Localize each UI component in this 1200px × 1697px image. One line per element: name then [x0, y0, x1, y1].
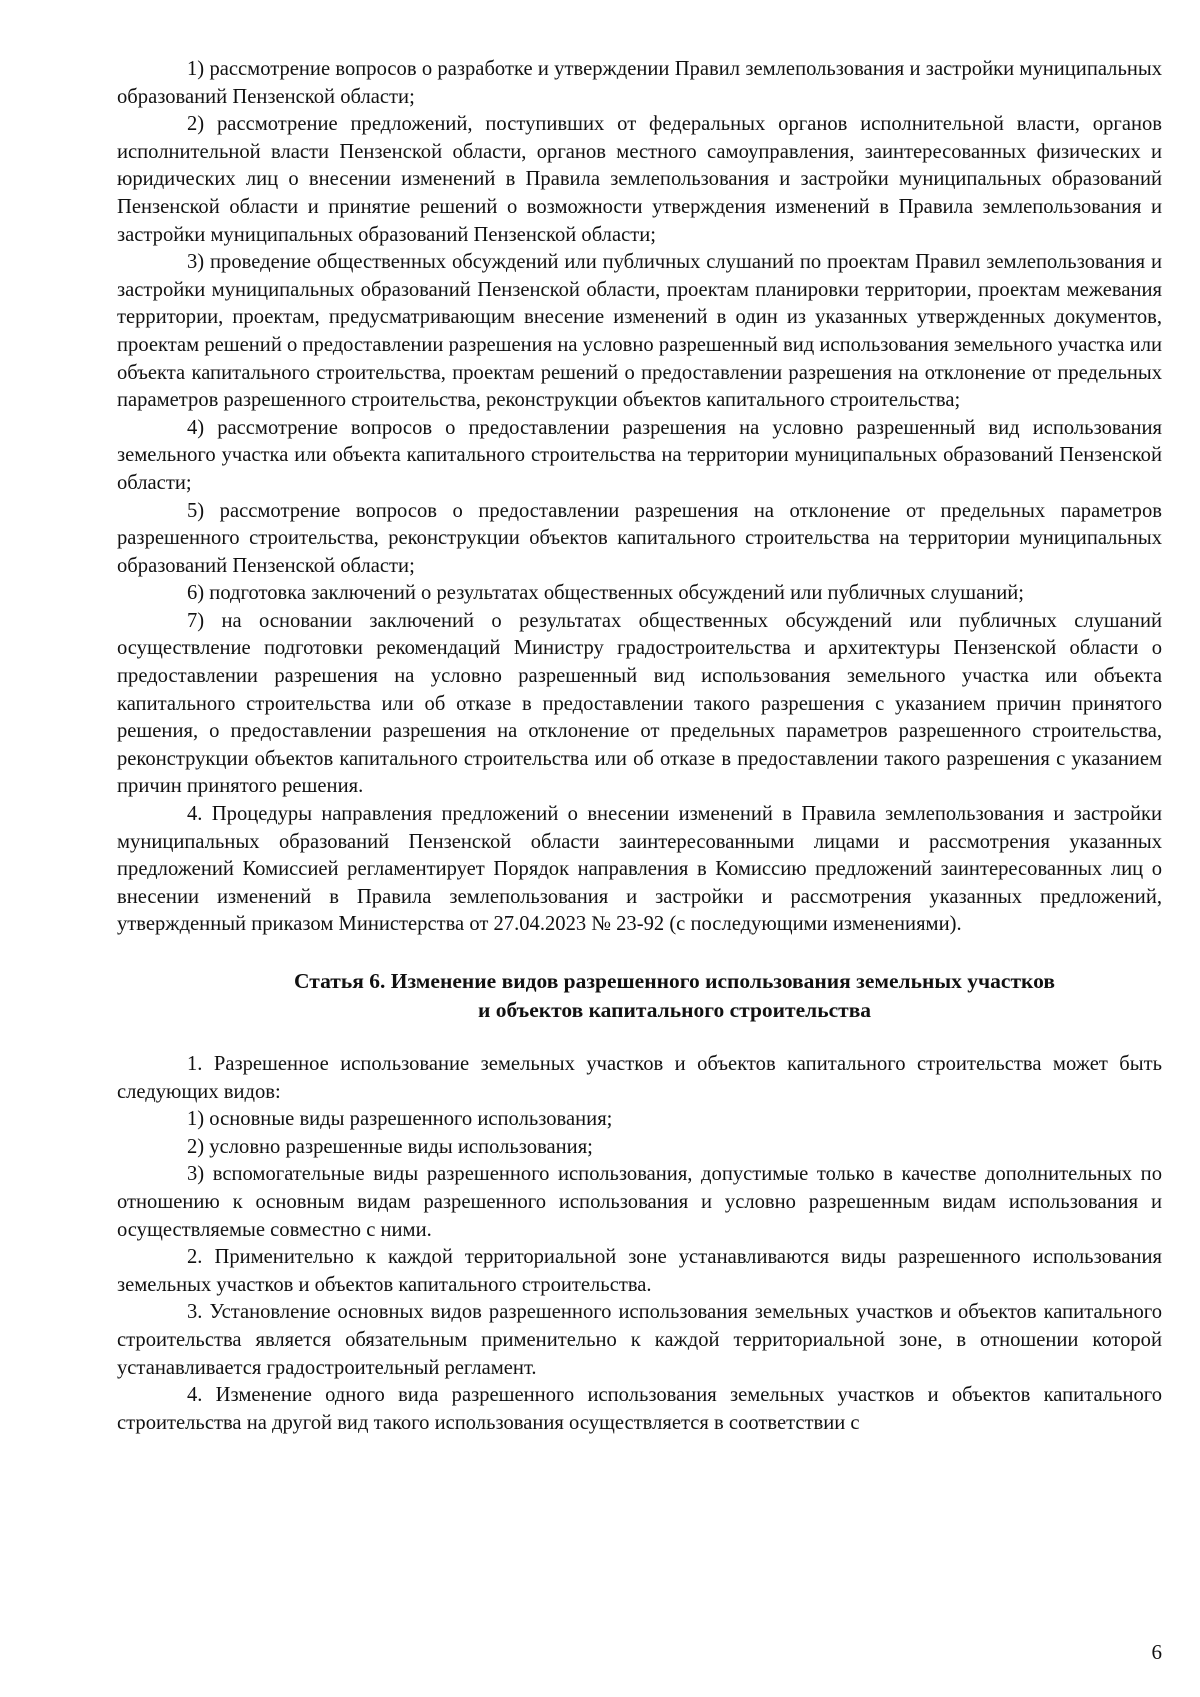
- list-item-4: 4) рассмотрение вопросов о предоставлении разрешения на условно разрешенный вид использования земельного участка или объекта капитального строительства на территории муниципальных образований Пензенской области;: [117, 416, 1162, 494]
- page-number: 6: [1151, 1640, 1162, 1664]
- clause-4-paragraph: 4. Процедуры направления предложений о внесении изменений в Правила землепользования и застройки муниципальных образований Пензенской области заинтересованными лицами и рассмотрения указанных предложений Комиссией регламентирует Порядок направления в Комиссию предложений заинтересованных лиц о внесении изменений в Правила землепользования и застройки и рассмотрения указанных предложений, утвержденный приказом Министерства от 27.04.2023 № 23-92 (с последующими изменениями).: [117, 803, 1162, 936]
- article-heading-line-2: и объектов капитального строительства: [477, 998, 872, 1022]
- list-item-5: 5) рассмотрение вопросов о предоставлении разрешения на отклонение от предельных параметров разрешенного строительства, реконструкции объектов капитального строительства на территории муниципальных образований Пензенской области;: [117, 499, 1162, 577]
- article-clause-2: 2. Применительно к каждой территориальной зоне устанавливаются виды разрешенного использования земельных участков и объектов капитального строительства.: [117, 1246, 1162, 1296]
- article-heading: [117, 967, 1162, 1025]
- article-clause-3: 3. Установление основных видов разрешенного использования земельных участков и объектов капитального строительства является обязательным применительно к каждой территориальной зоне, в отношении которой устанавливается градостроительный регламент.: [117, 1301, 1162, 1379]
- article-subitem-2: 2) условно разрешенные виды использования;: [187, 1135, 593, 1158]
- article-subitem-3: 3) вспомогательные виды разрешенного использования, допустимые только в качестве дополнительных по отношению к основным видам разрешенного использования и условно разрешенным видам использования и осуществляемые совместно с ними.: [117, 1163, 1162, 1241]
- article-clause-4: 4. Изменение одного вида разрешенного использования земельных участков и объектов капитального строительства на другой вид такого использования осуществляется в соответствии с: [117, 1384, 1162, 1434]
- list-item-6: 6) подготовка заключений о результатах общественных обсуждений или публичных слушаний;: [187, 582, 1025, 605]
- list-item-2: 2) рассмотрение предложений, поступивших от федеральных органов исполнительной власти, органов исполнительной власти Пензенской области, органов местного самоуправления, заинтересованных физических и юридических лиц о внесении изменений в Правила землепользования и застройки муниципальных образований Пензенской области и принятие решений о возможности утверждения изменений в Правила землепользования и застройки муниципальных образований Пензенской области;: [117, 113, 1162, 246]
- article-heading-line-1: Статья 6. Изменение видов разрешенного использования земельных участков: [294, 969, 1055, 993]
- list-item-1: 1) рассмотрение вопросов о разработке и утверждении Правил землепользования и застройки муниципальных образований Пензенской области;: [117, 58, 1162, 108]
- document-page: [117, 56, 1162, 1437]
- article-subitem-1: 1) основные виды разрешенного использования;: [187, 1108, 613, 1131]
- list-item-7: 7) на основании заключений о результатах общественных обсуждений или публичных слушаний осуществление подготовки рекомендаций Министру градостроительства и архитектуры Пензенской области о предоставлении разрешения на условно разрешенный вид использования земельного участка или объекта капитального строительства или об отказе в предоставлении такого разрешения с указанием причин принятого решения, о предоставлении разрешения на отклонение от предельных параметров разрешенного строительства, реконструкции объектов капитального строительства или об отказе в предоставлении такого разрешения с указанием причин принятого решения.: [117, 609, 1162, 798]
- list-item-3: 3) проведение общественных обсуждений или публичных слушаний по проектам Правил землепользования и застройки муниципальных образований Пензенской области, проектам планировки территории, проектам межевания территории, проектам, предусматривающим внесение изменений в один из указанных утвержденных документов, проектам решений о предоставлении разрешения на условно разрешенный вид использования земельного участка или объекта капитального строительства, проектам решений о предоставлении разрешения на отклонение от предельных параметров разрешенного строительства, реконструкции объектов капитального строительства;: [117, 251, 1162, 412]
- article-clause-1: 1. Разрешенное использование земельных участков и объектов капитального строительства может быть следующих видов:: [117, 1053, 1162, 1103]
